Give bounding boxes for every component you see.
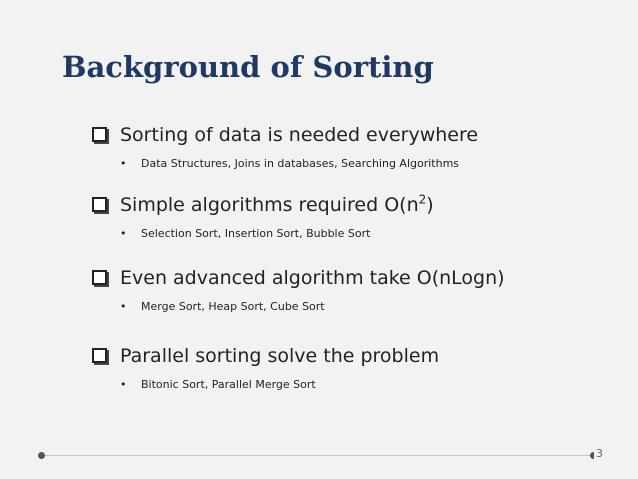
bullet-main <box>92 265 622 291</box>
superscript: 2 <box>418 192 427 207</box>
footer-left-dot-icon <box>38 452 45 459</box>
bullet-item <box>92 265 622 315</box>
bullet-item <box>92 122 622 172</box>
bullet-text: Even advanced algorithm take O(nLogn) <box>120 267 505 289</box>
bullet-dot-icon: • <box>120 300 127 313</box>
sub-bullet <box>92 377 622 393</box>
bullet-dot-icon: • <box>120 157 127 170</box>
bullet-text: Parallel sorting solve the problem <box>120 345 440 367</box>
sub-bullet-text: Selection Sort, Insertion Sort, Bubble Sort <box>141 227 371 240</box>
bullet-main <box>92 343 622 369</box>
bullet-text: Sorting of data is needed everywhere <box>120 124 479 146</box>
slide-title: Background of Sorting <box>62 50 434 84</box>
bullet-main <box>92 122 622 148</box>
bullet-text: Simple algorithms required $O(n^2)$ <box>120 192 434 216</box>
checkbox-bullet-icon <box>92 348 107 363</box>
sub-bullet-text: Merge Sort, Heap Sort, Cube Sort <box>141 300 325 313</box>
bullet-dot-icon: • <box>120 378 127 391</box>
sub-bullet <box>92 226 622 242</box>
footer-divider <box>41 455 597 456</box>
checkbox-bullet-icon <box>92 270 107 285</box>
bullet-item <box>92 192 622 242</box>
checkbox-bullet-icon <box>92 127 107 142</box>
checkbox-bullet-icon <box>92 197 107 212</box>
bullet-item <box>92 343 622 393</box>
sub-bullet-text: Data Structures, Joins in databases, Searching Algorithms <box>141 157 460 170</box>
page-number: 3 <box>596 447 603 460</box>
bullet-main <box>92 192 622 218</box>
bullet-dot-icon: • <box>120 227 127 240</box>
sub-bullet-text: Bitonic Sort, Parallel Merge Sort <box>141 378 316 391</box>
sub-bullet <box>92 299 622 315</box>
sub-bullet <box>92 156 622 172</box>
